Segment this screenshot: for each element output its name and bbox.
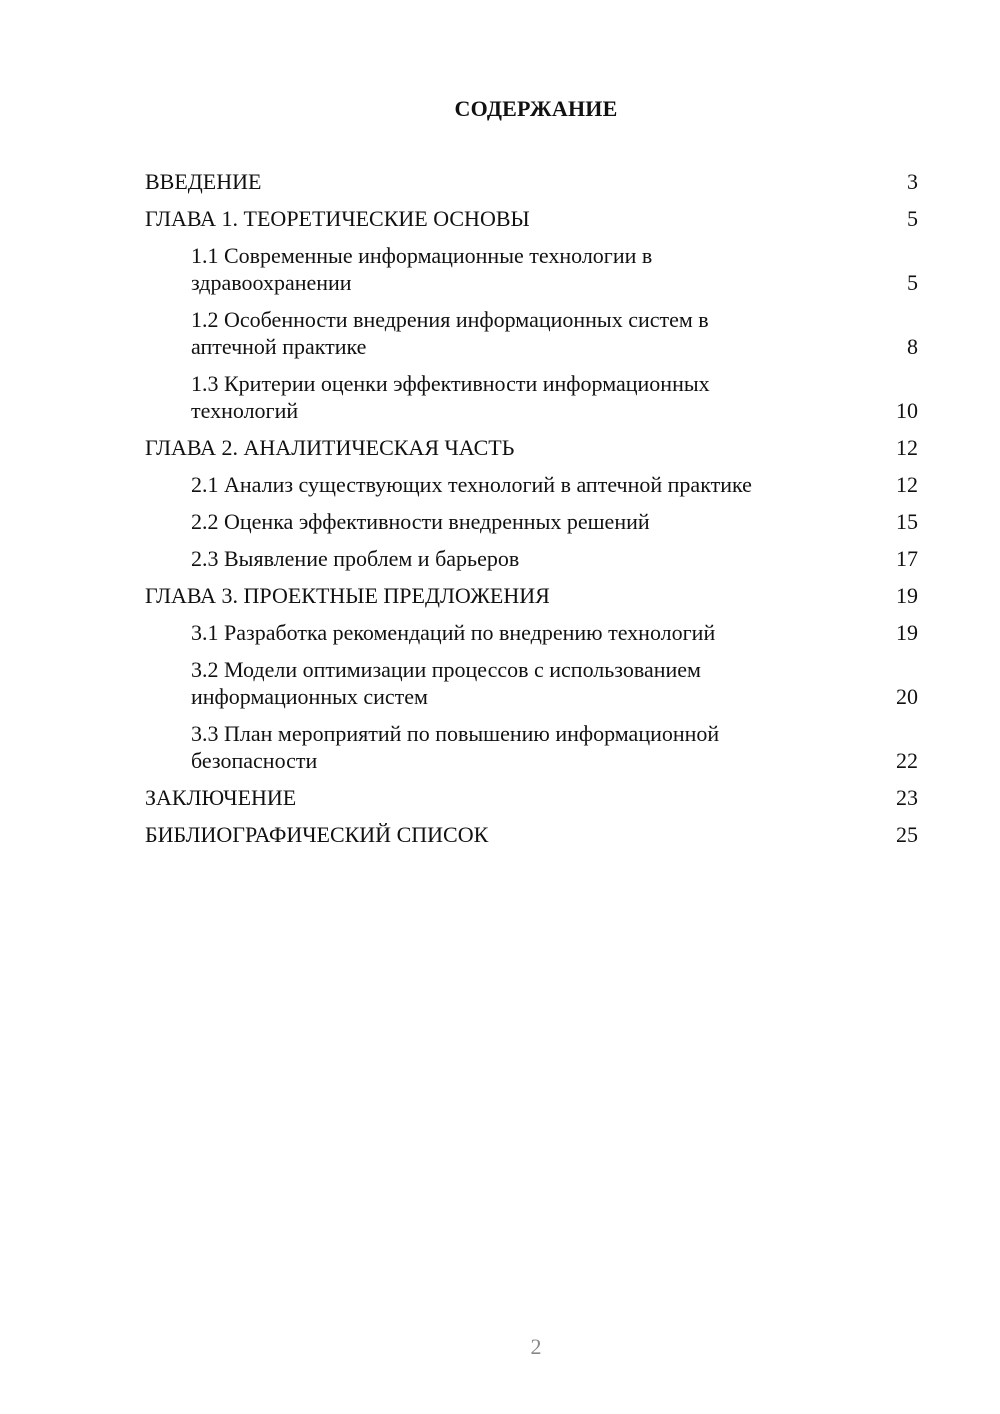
toc-entry-page: 10 [896,398,918,423]
toc-entry-section-2-3 [145,545,918,572]
toc-entry-title: БИБЛИОГРАФИЧЕСКИЙ СПИСОК [145,822,489,847]
toc-entry-page: 19 [896,620,918,645]
toc-entry-chapter-2 [145,434,918,461]
toc-entry-title: 2.3 Выявление проблем и барьеров [191,546,520,571]
toc-entry-page: 20 [896,684,918,709]
toc-entry-title: 3.1 Разработка рекомендаций по внедрению технологий [191,620,716,645]
toc-entry-page: 3 [907,169,918,194]
toc-entry-section-1-3 [145,370,918,424]
toc-entry-section-2-2 [145,508,918,535]
toc-entry-section-1-2 [145,306,918,360]
toc-entry-page: 15 [896,509,918,534]
toc-entry-page: 25 [896,822,918,847]
page-number: 2 [530,1334,542,1359]
table-of-contents [145,168,918,858]
toc-entry-page: 12 [896,472,918,497]
toc-heading: СОДЕРЖАНИЕ [454,96,618,121]
toc-entry-page: 23 [896,785,918,810]
toc-entry-title: ГЛАВА 3. ПРОЕКТНЫЕ ПРЕДЛОЖЕНИЯ [145,583,550,608]
toc-entry-page: 5 [907,206,918,231]
toc-entry-section-3-2 [145,656,918,710]
toc-entry-introduction [145,168,918,195]
toc-entry-chapter-1 [145,205,918,232]
toc-entry-section-2-1 [145,471,918,498]
toc-entry-title: 2.1 Анализ существующих технологий в аптечной практике [191,472,752,497]
toc-entry-title: 1.3 Критерии оценки эффективности информационных технологий [191,371,710,423]
toc-entry-section-1-1 [145,242,918,296]
toc-entry-page: 22 [896,748,918,773]
toc-entry-title: 1.1 Современные информационные технологии в здравоохранении [191,243,653,295]
toc-entry-conclusion [145,784,918,811]
toc-entry-page: 17 [896,546,918,571]
toc-entry-title: ВВЕДЕНИЕ [145,169,262,194]
toc-entry-title: 3.3 План мероприятий по повышению информационной безопасности [191,721,720,773]
toc-entry-title: 2.2 Оценка эффективности внедренных решений [191,509,650,534]
toc-entry-title: 3.2 Модели оптимизации процессов с использованием информационных систем [191,657,701,709]
toc-entry-section-3-1 [145,619,918,646]
toc-entry-title: ГЛАВА 2. АНАЛИТИЧЕСКАЯ ЧАСТЬ [145,435,515,460]
toc-entry-page: 12 [896,435,918,460]
toc-entry-page: 8 [907,334,918,359]
toc-entry-title: 1.2 Особенности внедрения информационных систем в аптечной практике [191,307,709,359]
toc-entry-chapter-3 [145,582,918,609]
toc-entry-page: 5 [907,270,918,295]
toc-entry-page: 19 [896,583,918,608]
toc-entry-bibliography [145,821,918,848]
toc-entry-title: ЗАКЛЮЧЕНИЕ [145,785,297,810]
toc-entry-section-3-3 [145,720,918,774]
toc-entry-title: ГЛАВА 1. ТЕОРЕТИЧЕСКИЕ ОСНОВЫ [145,206,530,231]
